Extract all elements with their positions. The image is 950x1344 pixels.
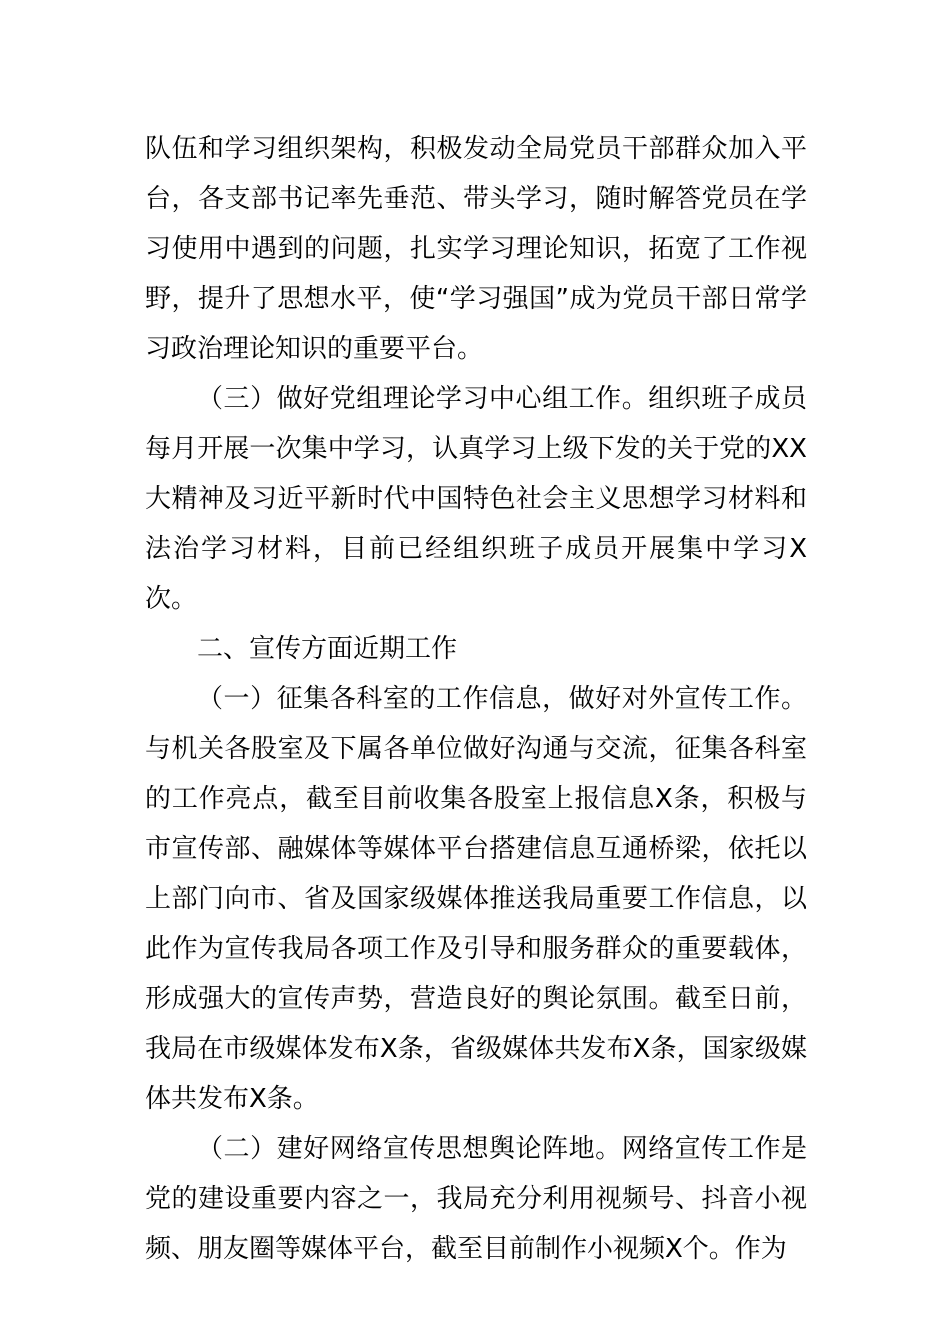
paragraph-study-platform: 队伍和学习组织架构，积极发动全局党员干部群众加入平台，各支部书记率先垂范、带头学习，随时解答党员在学习使用中遇到的问题，扎实学习理论知识，拓宽了工作视野，提升了思想水平，使“学习强国”成为党员干部日常学习政治理论知识的重要平台。	[145, 134, 807, 364]
section-heading-publicity: 二、宣传方面近期工作	[197, 634, 458, 664]
paragraph-central-group-study: （三）做好党组理论学习中心组工作。组织班子成员每月开展一次集中学习，认真学习上级下发的关于党的XX大精神及习近平新时代中国特色社会主义思想学习材料和法治学习材料，目前已经组织班子成员开展集中学习X次。	[145, 384, 807, 614]
paragraph-external-publicity: （一）征集各科室的工作信息，做好对外宣传工作。与机关各股室及下属各单位做好沟通与交流，征集各科室的工作亮点，截至目前收集各股室上报信息X条，积极与市宣传部、融媒体等媒体平台搭建信息互通桥梁，依托以上部门向市、省及国家级媒体推送我局重要工作信息，以此作为宣传我局各项工作及引导和服务群众的重要载体，形成强大的宣传声势，营造良好的舆论氛围。截至日前，我局在市级媒体发布X条，省级媒体共发布X条，国家级媒体共发布X条。	[145, 684, 807, 1114]
paragraph-online-publicity: （二）建好网络宣传思想舆论阵地。网络宣传工作是党的建设重要内容之一，我局充分利用视频号、抖音小视频、朋友圈等媒体平台，截至目前制作小视频X个。作为	[145, 1134, 807, 1264]
document-body	[145, 124, 807, 1274]
